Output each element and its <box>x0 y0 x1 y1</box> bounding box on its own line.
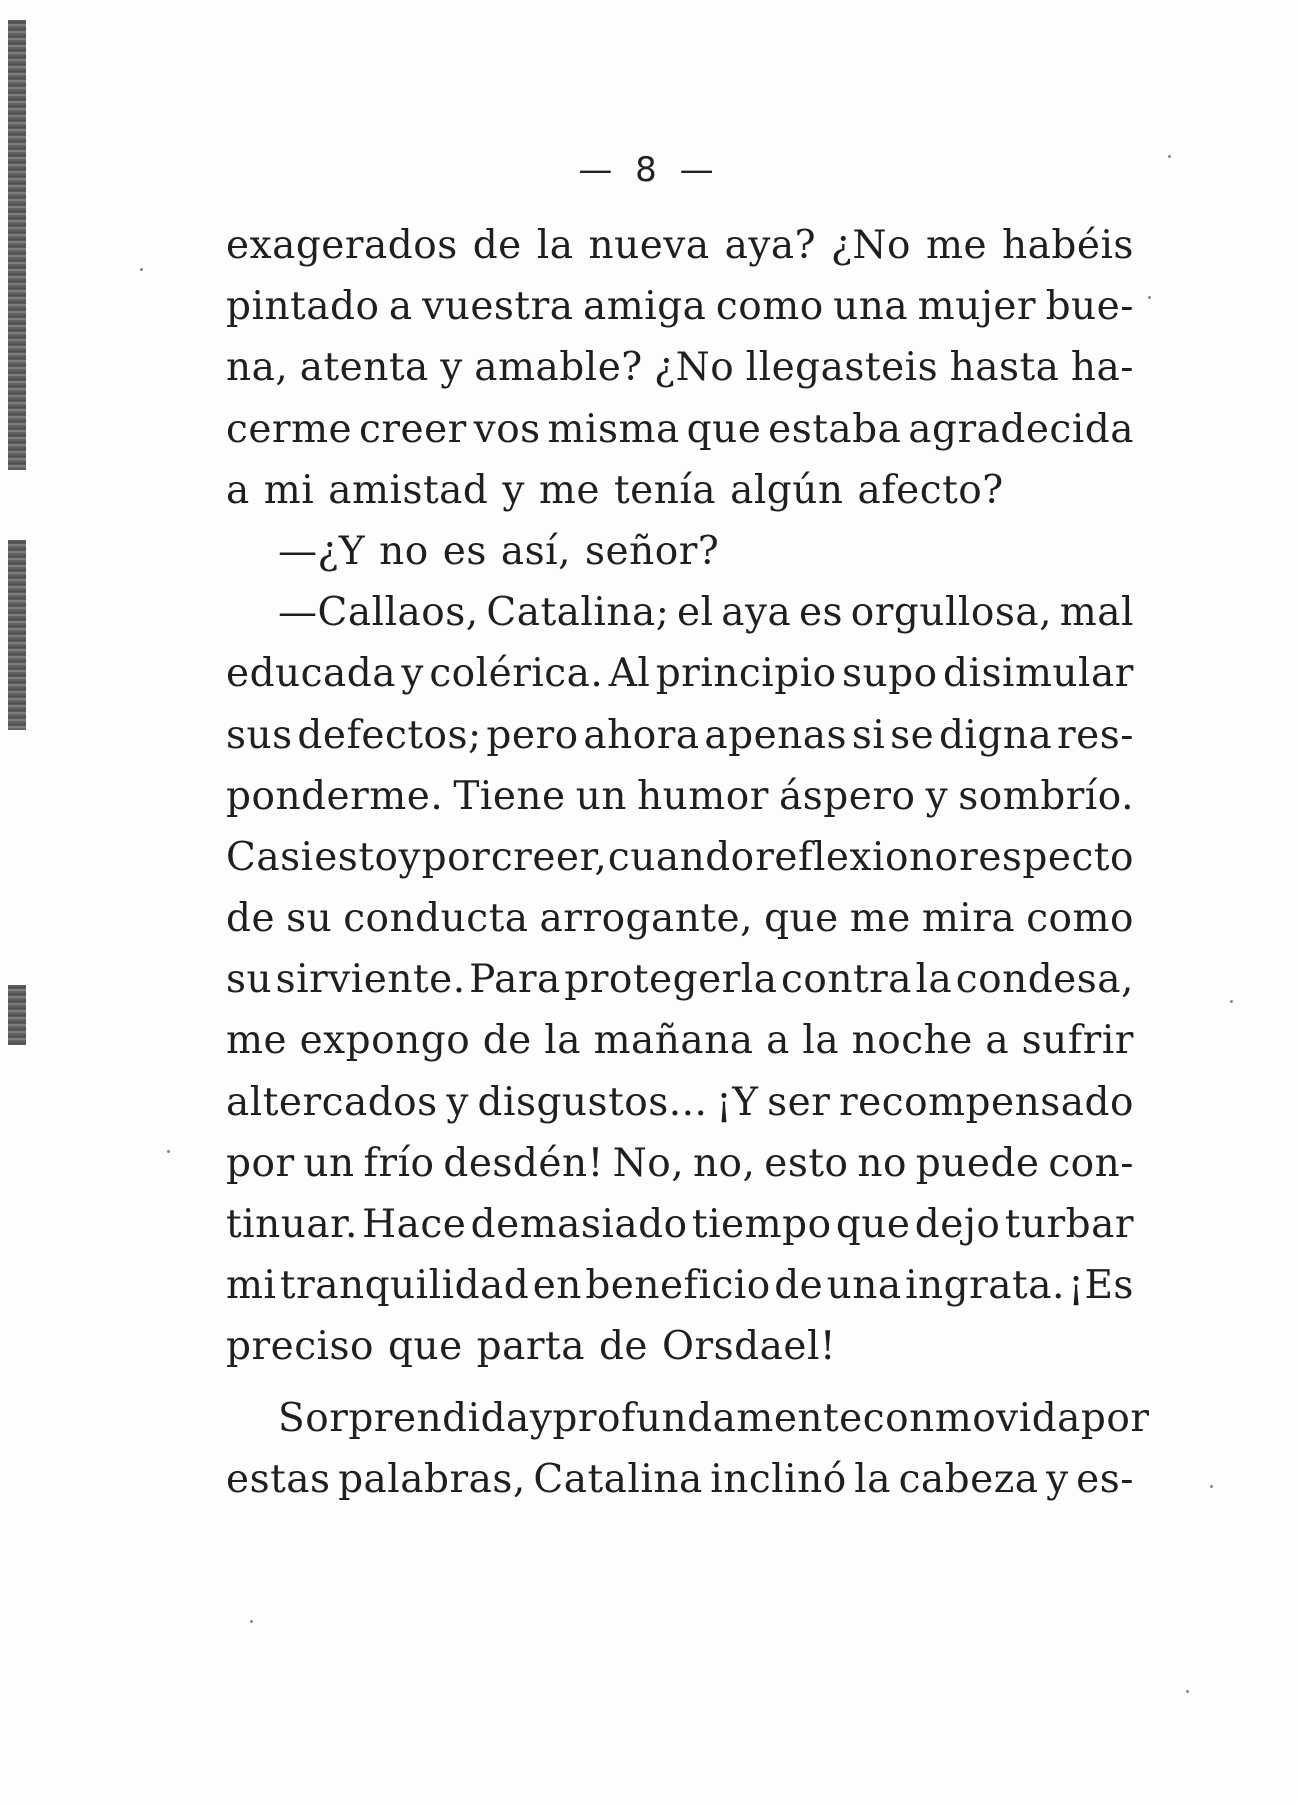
text-line: educada y colérica. Al principio supo disimular <box>226 651 1134 697</box>
text-line: preciso que parta de Orsdael! <box>226 1324 837 1370</box>
text-line: a mi amistad y me tenía algún afecto? <box>226 467 1004 513</box>
text-line: —¿Y no es así, señor? <box>278 528 720 574</box>
text-line: su sirviente. Para protegerla contra la condesa, <box>226 957 1134 1003</box>
text-line: altercados y disgustos... ¡Y ser recompensado <box>226 1079 1134 1125</box>
text-line: me expongo de la mañana a la noche a sufrir <box>226 1018 1134 1064</box>
text-line: sus defectos; pero ahora apenas si se digna res- <box>226 712 1134 758</box>
text-line: Sorprendida y profundamente conmovida por <box>278 1395 1150 1441</box>
text-line: por un frío desdén! No, no, esto no puede con- <box>226 1140 1134 1186</box>
text-line: tinuar. Hace demasiado tiempo que dejo turbar <box>226 1202 1134 1247</box>
text-line: Casi estoy por creer, cuando reflexiono respecto <box>226 834 1134 880</box>
text-line: —Callaos, Catalina; el aya es orgullosa, mal <box>278 590 1134 636</box>
body-text <box>226 215 1150 1510</box>
text-line: na, atenta y amable? ¿No llegasteis hasta ha- <box>226 345 1134 391</box>
text-line: estas palabras, Catalina inclinó la cabeza y es- <box>226 1456 1134 1502</box>
page-number: — 8 — <box>578 150 720 190</box>
text-line: exagerados de la nueva aya? ¿No me habéis <box>226 223 1134 268</box>
text-line: de su conducta arrogante, que me mira como <box>226 896 1134 942</box>
text-line: pintado a vuestra amiga como una mujer bue- <box>226 284 1134 330</box>
text-line: ponderme. Tiene un humor áspero y sombrío. <box>226 773 1134 819</box>
text-line: mi tranquilidad en beneficio de una ingrata. ¡Es <box>226 1263 1134 1309</box>
text-line: cerme creer vos misma que estaba agradecida <box>226 406 1134 452</box>
